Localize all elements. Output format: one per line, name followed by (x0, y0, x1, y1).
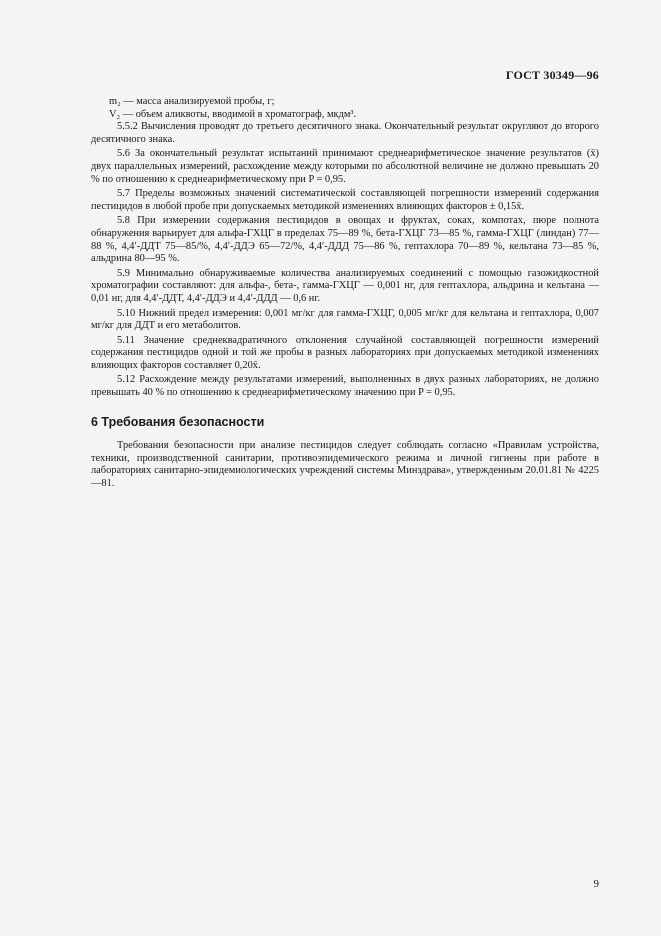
paragraph-5-7: 5.7 Пределы возможных значений систематической составляющей погрешности измерений содержания пестицидов в любой пробе при допускаемых методикой изменениях влияющих факторов ± 0,15x̄. (91, 188, 599, 212)
document-body (91, 96, 599, 493)
paragraph-5-6: 5.6 За окончательный результат испытаний принимают среднеарифметическое значение результатов (x̄) двух параллельных измерений, расхождение между которыми по абсолютной величине не должно превышать 20 % по отношению к среднеарифметическому при P = 0,95. (91, 148, 599, 185)
section-6-heading: 6 Требования безопасности (91, 414, 265, 429)
page-number: 9 (593, 878, 599, 890)
definition-v2: V₂ — объем аликвоты, вводимой в хроматограф, мкдм³. (109, 108, 357, 120)
section-6-text: Требования безопасности при анализе пестицидов следует соблюдать согласно «Правилам устройства, техники, производственной санитарии, противоэпидемического режима и личной гигиены при работе в лабораториях санитарно-эпидемиологических учреждений системы Минздрава», утвержденным 20.01.81 № 4225—81. (91, 440, 599, 490)
definition-m2: m₂ — масса анализируемой пробы, г; (109, 96, 275, 107)
paragraph-5-12: 5.12 Расхождение между результатами измерений, выполненных в двух разных лабораториях, не должно превышать 40 % по отношению к среднеарифметическому значению при P = 0,95. (91, 374, 599, 399)
document-code: ГОСТ 30349—96 (505, 68, 599, 82)
paragraph-5-5-2: 5.5.2 Вычисления проводят до третьего десятичного знака. Окончательный результат округляют до второго десятичного знака. (91, 121, 599, 145)
paragraph-5-10: 5.10 Нижний предел измерения: 0,001 мг/кг для гамма-ГХЦГ, 0,005 мг/кг для кельтана и гептахлора, 0,007 мг/кг для ДДТ и его метаболитов. (91, 307, 599, 332)
paragraph-5-8: 5.8 При измерении содержания пестицидов в овощах и фруктах, соках, компотах, пюре полнота обнаружения варьирует для альфа-ГХЦГ в пределах 75—89 %, бета-ГХЦГ 73—85 %, гамма-ГХЦГ (линдан) 77—88 %, 4,4′-ДДТ 75—85/%, 4,4′-ДДЭ 65—72/%, 4,4′-ДДД 75—86 %, гептахлора 70—89 %, кельтана 73—85 %, альдрина 80—95 %. (91, 215, 599, 265)
paragraph-5-11: 5.11 Значение среднеквадратичного отклонения случайной составляющей погрешности измерений содержания пестицидов одной и той же пробы в разных лабораториях при допускаемых методикой изменениях влияющих факторов составляет 0,20x̄. (91, 334, 599, 371)
paragraph-5-9: 5.9 Минимально обнаруживаемые количества анализируемых соединений с помощью газожидкостной хроматографии составляют: для альфа-, бета-, гамма-ГХЦГ — 0,001 нг, для гептахлора, альдрина и кельтана — 0,01 нг, для 4,4′-ДДТ, 4,4′-ДДЭ и 4,4′-ДДД — 0,6 нг. (91, 267, 599, 304)
